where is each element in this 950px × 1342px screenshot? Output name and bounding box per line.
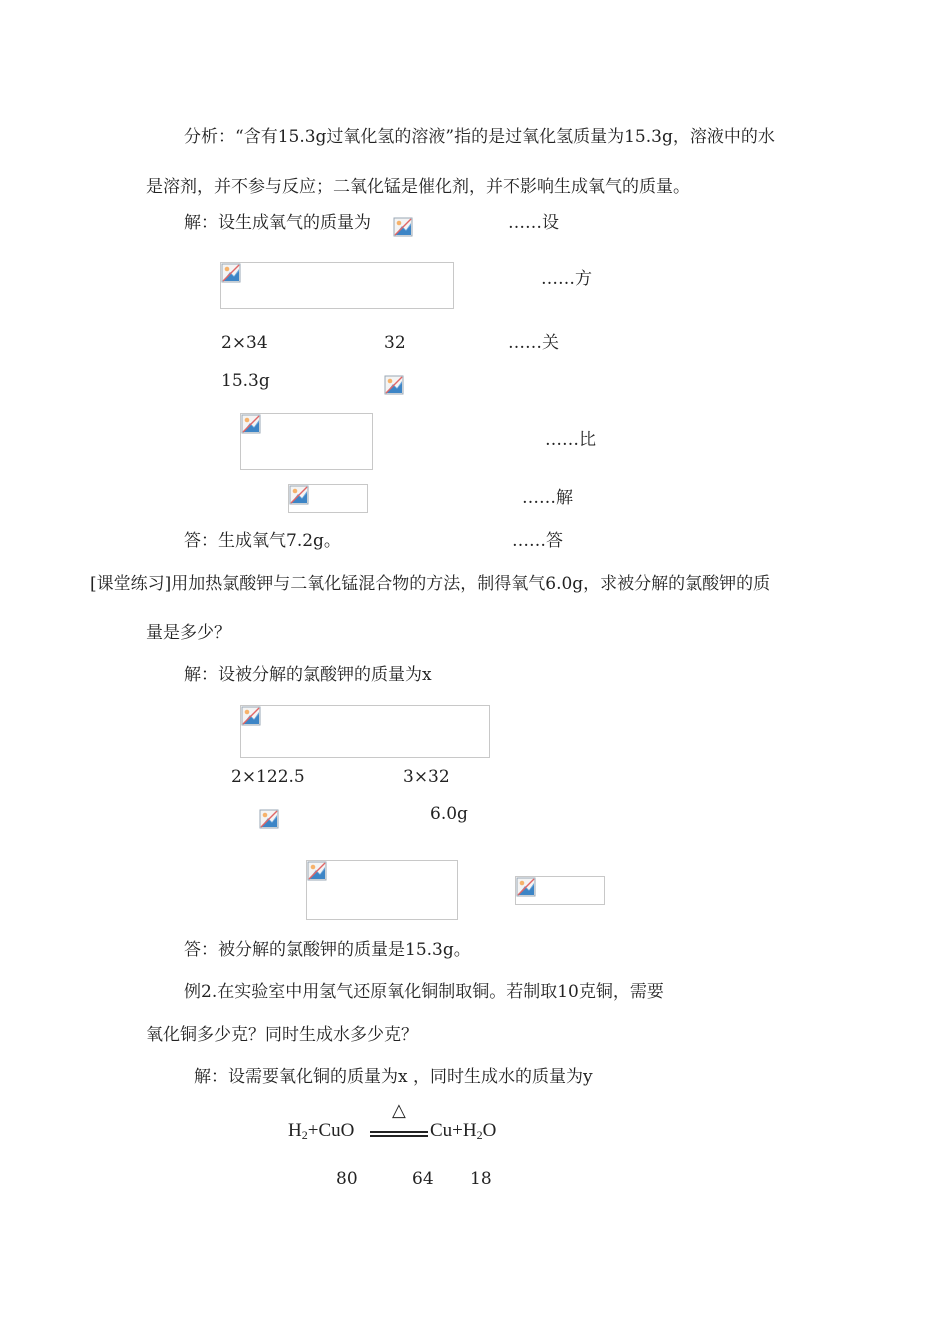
step-relation: ……关 <box>508 333 559 353</box>
example2-set: 解：设需要氧化铜的质量为x ，同时生成水的质量为y <box>194 1067 593 1087</box>
solution2-given: 6.0g <box>430 804 468 824</box>
formula-image-x2 <box>384 375 404 395</box>
solution1-answer: 答：生成氧气7.2g。 <box>184 531 341 551</box>
step-ratio: ……比 <box>545 430 596 450</box>
equation-products: $Cu+H_2O$ <box>430 1120 497 1142</box>
example2-mass-1: 80 <box>336 1169 358 1189</box>
example2-line-2: 氧化铜多少克？同时生成水多少克？ <box>146 1025 418 1045</box>
formula-image-x3 <box>259 809 279 829</box>
solution1-mass-2: 32 <box>384 333 406 353</box>
formula-image-equation-2 <box>240 705 490 758</box>
practice-line-2: 量是多少？ <box>146 623 231 643</box>
formula-image-x <box>393 217 413 237</box>
step-answer: ……答 <box>512 531 563 551</box>
equation-bar <box>370 1135 428 1137</box>
step-set: ……设 <box>508 213 559 233</box>
formula-image-solve <box>288 484 368 513</box>
heat-condition-symbol: △ <box>392 1100 406 1120</box>
step-solve: ……解 <box>522 488 573 508</box>
example2-line-1: 例2.在实验室中用氢气还原氧化铜制取铜。若制取10克铜，需要 <box>184 982 664 1002</box>
example2-mass-2: 64 <box>412 1169 434 1189</box>
broken-image-icon <box>384 375 404 395</box>
broken-image-icon <box>289 485 309 505</box>
formula-image-ratio-2 <box>306 860 458 920</box>
broken-image-icon <box>307 861 327 881</box>
broken-image-icon <box>259 809 279 829</box>
broken-image-icon <box>241 414 261 434</box>
broken-image-icon <box>241 706 261 726</box>
broken-image-icon <box>516 877 536 897</box>
analysis-line-2: 是溶剂，并不参与反应；二氧化锰是催化剂，并不影响生成氧气的质量。 <box>146 177 690 197</box>
solution2-set: 解：设被分解的氯酸钾的质量为x <box>184 665 432 685</box>
equation-bar <box>370 1131 428 1133</box>
solution1-set: 解：设生成氧气的质量为 <box>184 213 371 233</box>
solution1-given: 15.3g <box>221 371 270 391</box>
example2-mass-3: 18 <box>470 1169 492 1189</box>
practice-line-1: [课堂练习]用加热氯酸钾与二氧化锰混合物的方法，制得氧气6.0g，求被分解的氯酸钾的质 <box>90 574 771 594</box>
equation-reactants: $H_2+CuO$ <box>288 1120 355 1142</box>
solution2-answer: 答：被分解的氯酸钾的质量是15.3g。 <box>184 940 471 960</box>
solution1-mass-1: 2×34 <box>221 333 268 353</box>
formula-image-equation <box>220 262 454 309</box>
formula-image-ratio <box>240 413 373 470</box>
formula-image-solve-2 <box>515 876 605 905</box>
chemical-equation <box>288 1100 528 1150</box>
broken-image-icon <box>393 217 413 237</box>
broken-image-icon <box>221 263 241 283</box>
solution2-mass-2: 3×32 <box>403 767 450 787</box>
analysis-line-1: 分析：“含有15.3g过氧化氢的溶液”指的是过氧化氢质量为15.3g，溶液中的水 <box>184 127 775 147</box>
solution2-mass-1: 2×122.5 <box>231 767 305 787</box>
step-equation: ……方 <box>541 269 592 289</box>
